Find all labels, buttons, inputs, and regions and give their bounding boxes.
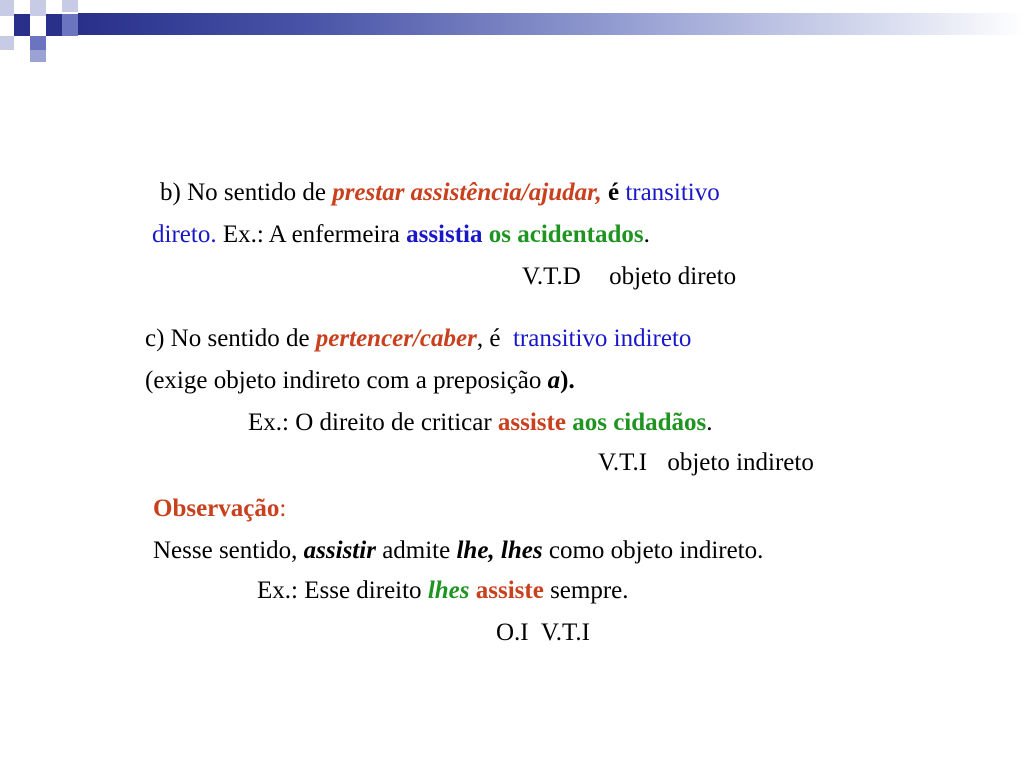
checker-square-icon — [46, 14, 62, 36]
text: (exige objeto indireto com a preposição — [145, 367, 548, 394]
example-object: aos cidadãos — [572, 409, 707, 436]
label-object: objeto direto — [609, 263, 737, 290]
section-c-line-2 — [145, 366, 575, 396]
text: : — [279, 495, 287, 522]
section-b-line-2 — [152, 220, 650, 250]
pronouns-highlight: lhe, lhes — [456, 537, 543, 564]
example-object: os acidentados — [488, 221, 644, 248]
text: , é — [476, 325, 513, 352]
observation-title-line — [153, 494, 286, 524]
checker-square-icon — [0, 36, 14, 50]
text: admite — [375, 537, 457, 564]
checker-square-icon — [30, 0, 46, 16]
text: Ex.: A enfermeira — [216, 221, 407, 248]
checker-square-icon — [30, 36, 46, 50]
section-b-labels — [522, 262, 736, 292]
text: b) No sentido de — [160, 179, 333, 206]
checker-square-icon — [0, 0, 14, 16]
text: como objeto indireto. — [542, 537, 764, 564]
section-c-example — [248, 408, 713, 438]
observation-labels — [496, 618, 590, 648]
example-verb: assiste — [497, 409, 566, 436]
text: c) No sentido de — [145, 325, 316, 352]
text: Ex.: Esse direito — [257, 577, 428, 604]
label-verb: V.T.I — [598, 449, 648, 476]
example-verb: assistia — [406, 221, 483, 248]
checker-square-icon — [30, 50, 46, 62]
type-highlight: direto. — [152, 221, 217, 248]
text: Ex.: O direito de criticar — [248, 409, 498, 436]
checker-square-icon — [62, 0, 78, 12]
verb-highlight: assistir — [303, 537, 376, 564]
label-object: O.I — [496, 619, 529, 646]
section-c-line-1 — [145, 324, 691, 354]
label-verb: V.T.I — [540, 619, 590, 646]
example-pronoun: lhes — [427, 577, 470, 604]
section-c-labels — [598, 448, 814, 478]
observation-title: Observação — [153, 495, 280, 522]
preposition: a — [547, 367, 561, 394]
label-object: objeto indireto — [667, 449, 814, 476]
text: . — [643, 221, 650, 248]
type-highlight: transitivo indireto — [512, 325, 692, 352]
type-highlight: transitivo — [625, 179, 720, 206]
term-highlight: pertencer/caber — [315, 325, 477, 352]
checker-square-icon — [14, 14, 30, 36]
header-gradient-bar — [78, 13, 1024, 35]
header-decoration — [0, 0, 1024, 70]
section-b-line-1 — [160, 178, 720, 208]
text: Nesse sentido, — [153, 537, 304, 564]
label-verb: V.T.D — [522, 263, 581, 290]
observation-line-1 — [153, 536, 763, 566]
term-highlight: prestar assistência/ajudar, — [332, 179, 602, 206]
text: . — [706, 409, 713, 436]
observation-example — [257, 576, 629, 606]
checker-square-icon — [62, 14, 78, 36]
example-verb: assiste — [475, 577, 544, 604]
text: sempre. — [543, 577, 629, 604]
verb-e: é — [607, 179, 620, 206]
text: ). — [560, 367, 575, 394]
